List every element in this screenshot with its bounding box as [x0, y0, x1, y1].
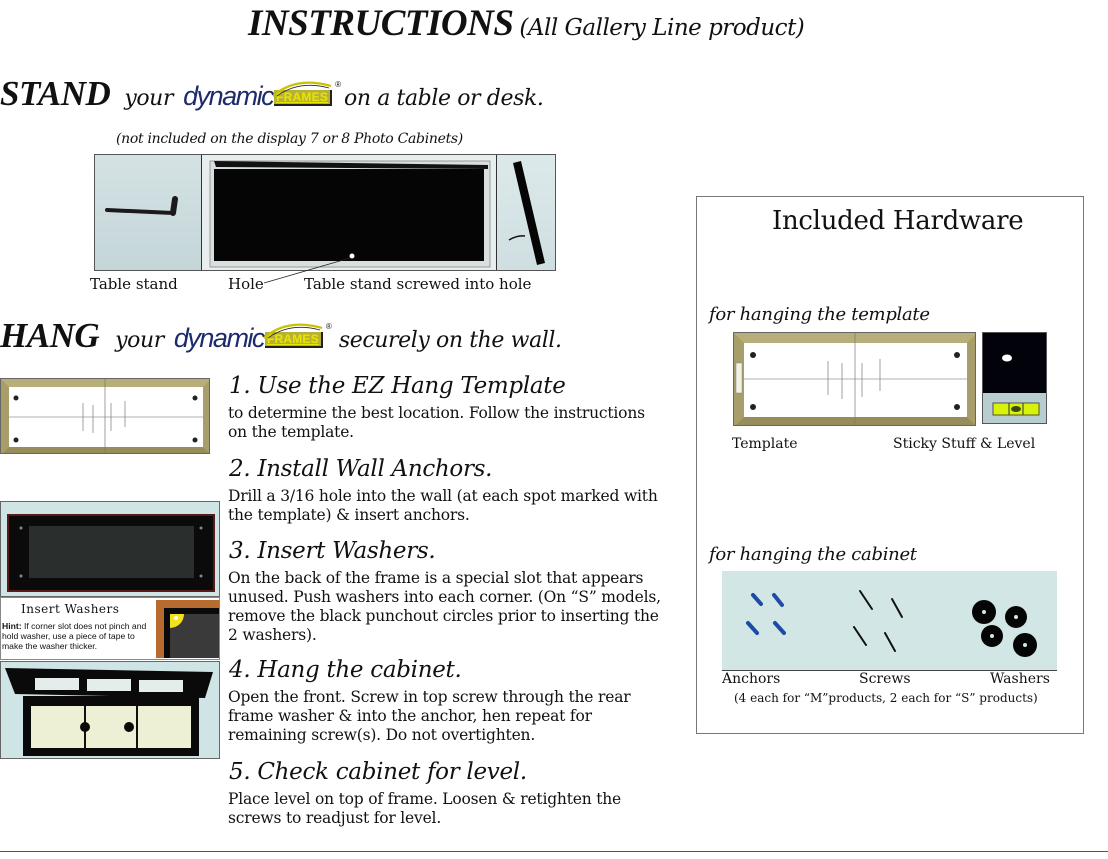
sticky-stuff-icon	[1002, 355, 1012, 362]
dynamic-frames-logo: dynamic FRAMES ®	[173, 322, 332, 353]
stand-note: (not included on the display 7 or 8 Photo Cabinets)	[116, 131, 463, 147]
stand-heading	[0, 74, 543, 114]
sticky-stuff-level-photo	[982, 332, 1047, 424]
frame-back-washer-photo	[0, 501, 220, 597]
hang-post: securely on the wall.	[338, 328, 562, 353]
stand-side-photo	[497, 155, 555, 270]
hang-pre: your	[115, 328, 164, 353]
hint-box	[0, 597, 220, 660]
logo-swoosh-icon	[262, 320, 324, 340]
hint-text: Hint: If corner slot does not pinch and hold washer, use a piece of tape to make the washer thicker.	[2, 621, 147, 651]
stand-pre: your	[124, 86, 174, 111]
table-stand-icon	[95, 155, 202, 270]
step-1-body: to determine the best location. Follow the instructions on the template.	[228, 404, 645, 441]
table-stand-photo	[95, 155, 202, 270]
anchors-icon	[748, 595, 784, 633]
hint-title: Insert Washers	[21, 602, 120, 616]
template-hardware-photo	[733, 332, 976, 426]
hang-heading	[0, 316, 562, 356]
label-table-stand: Table stand	[90, 275, 178, 293]
hardware-title: Included Hardware	[772, 206, 1024, 236]
step-3-heading: 3. Insert Washers.	[229, 538, 436, 564]
title-main: INSTRUCTIONS	[248, 3, 514, 44]
washer-corner-photo	[156, 600, 219, 658]
title-sub: (All Gallery Line product)	[519, 15, 805, 41]
stand-keyword: STAND	[0, 74, 111, 113]
stand-photo-strip	[94, 154, 556, 271]
step-2-heading: 2. Install Wall Anchors.	[229, 456, 493, 482]
template-section-heading: for hanging the template	[709, 304, 930, 325]
step-5-heading: 5. Check cabinet for level.	[229, 759, 527, 785]
label-screws: Screws	[859, 671, 911, 687]
label-template: Template	[732, 436, 798, 452]
label-screwed: Table stand screwed into hole	[304, 275, 532, 293]
frame-back-photo	[202, 155, 497, 270]
screws-icon	[854, 591, 902, 651]
step-1-heading: 1. Use the EZ Hang Template	[229, 373, 566, 399]
open-cabinet-photo	[0, 661, 220, 759]
document-title	[248, 2, 804, 45]
step-3-body: On the back of the frame is a special slot that appears unused. Push washers into each corner. (On “S” models, remove the black punchout circles prior to inserting the 2 washers).	[228, 569, 661, 644]
dynamic-frames-logo: dynamic FRAMES ®	[183, 80, 341, 111]
footer-divider	[0, 851, 1108, 852]
hang-keyword: HANG	[0, 316, 100, 355]
washers-icon	[972, 600, 1037, 657]
label-washers: Washers	[990, 671, 1050, 687]
step-4-heading: 4. Hang the cabinet.	[229, 657, 462, 683]
cabinet-hardware-photo	[722, 571, 1057, 671]
step-5-body: Place level on top of frame. Loosen & retighten the screws to readjust for level.	[228, 790, 621, 827]
label-hole: Hole	[228, 275, 264, 293]
hardware-quantity-note: (4 each for “M”products, 2 each for “S” products)	[734, 691, 1038, 705]
cabinet-section-heading: for hanging the cabinet	[709, 544, 917, 565]
logo-swoosh-icon	[271, 78, 333, 98]
step-4-body: Open the front. Screw in top screw through the rear frame washer & into the anchor, hen repeat for remaining screw(s). Do not overtighten.	[228, 688, 631, 744]
ez-hang-template-photo	[0, 378, 210, 454]
label-anchors: Anchors	[722, 671, 781, 687]
step-2-body: Drill a 3/16 hole into the wall (at each spot marked with the template) & insert anchors.	[228, 487, 658, 524]
label-sticky-level: Sticky Stuff & Level	[893, 436, 1036, 452]
stand-post: on a table or desk.	[344, 86, 544, 111]
